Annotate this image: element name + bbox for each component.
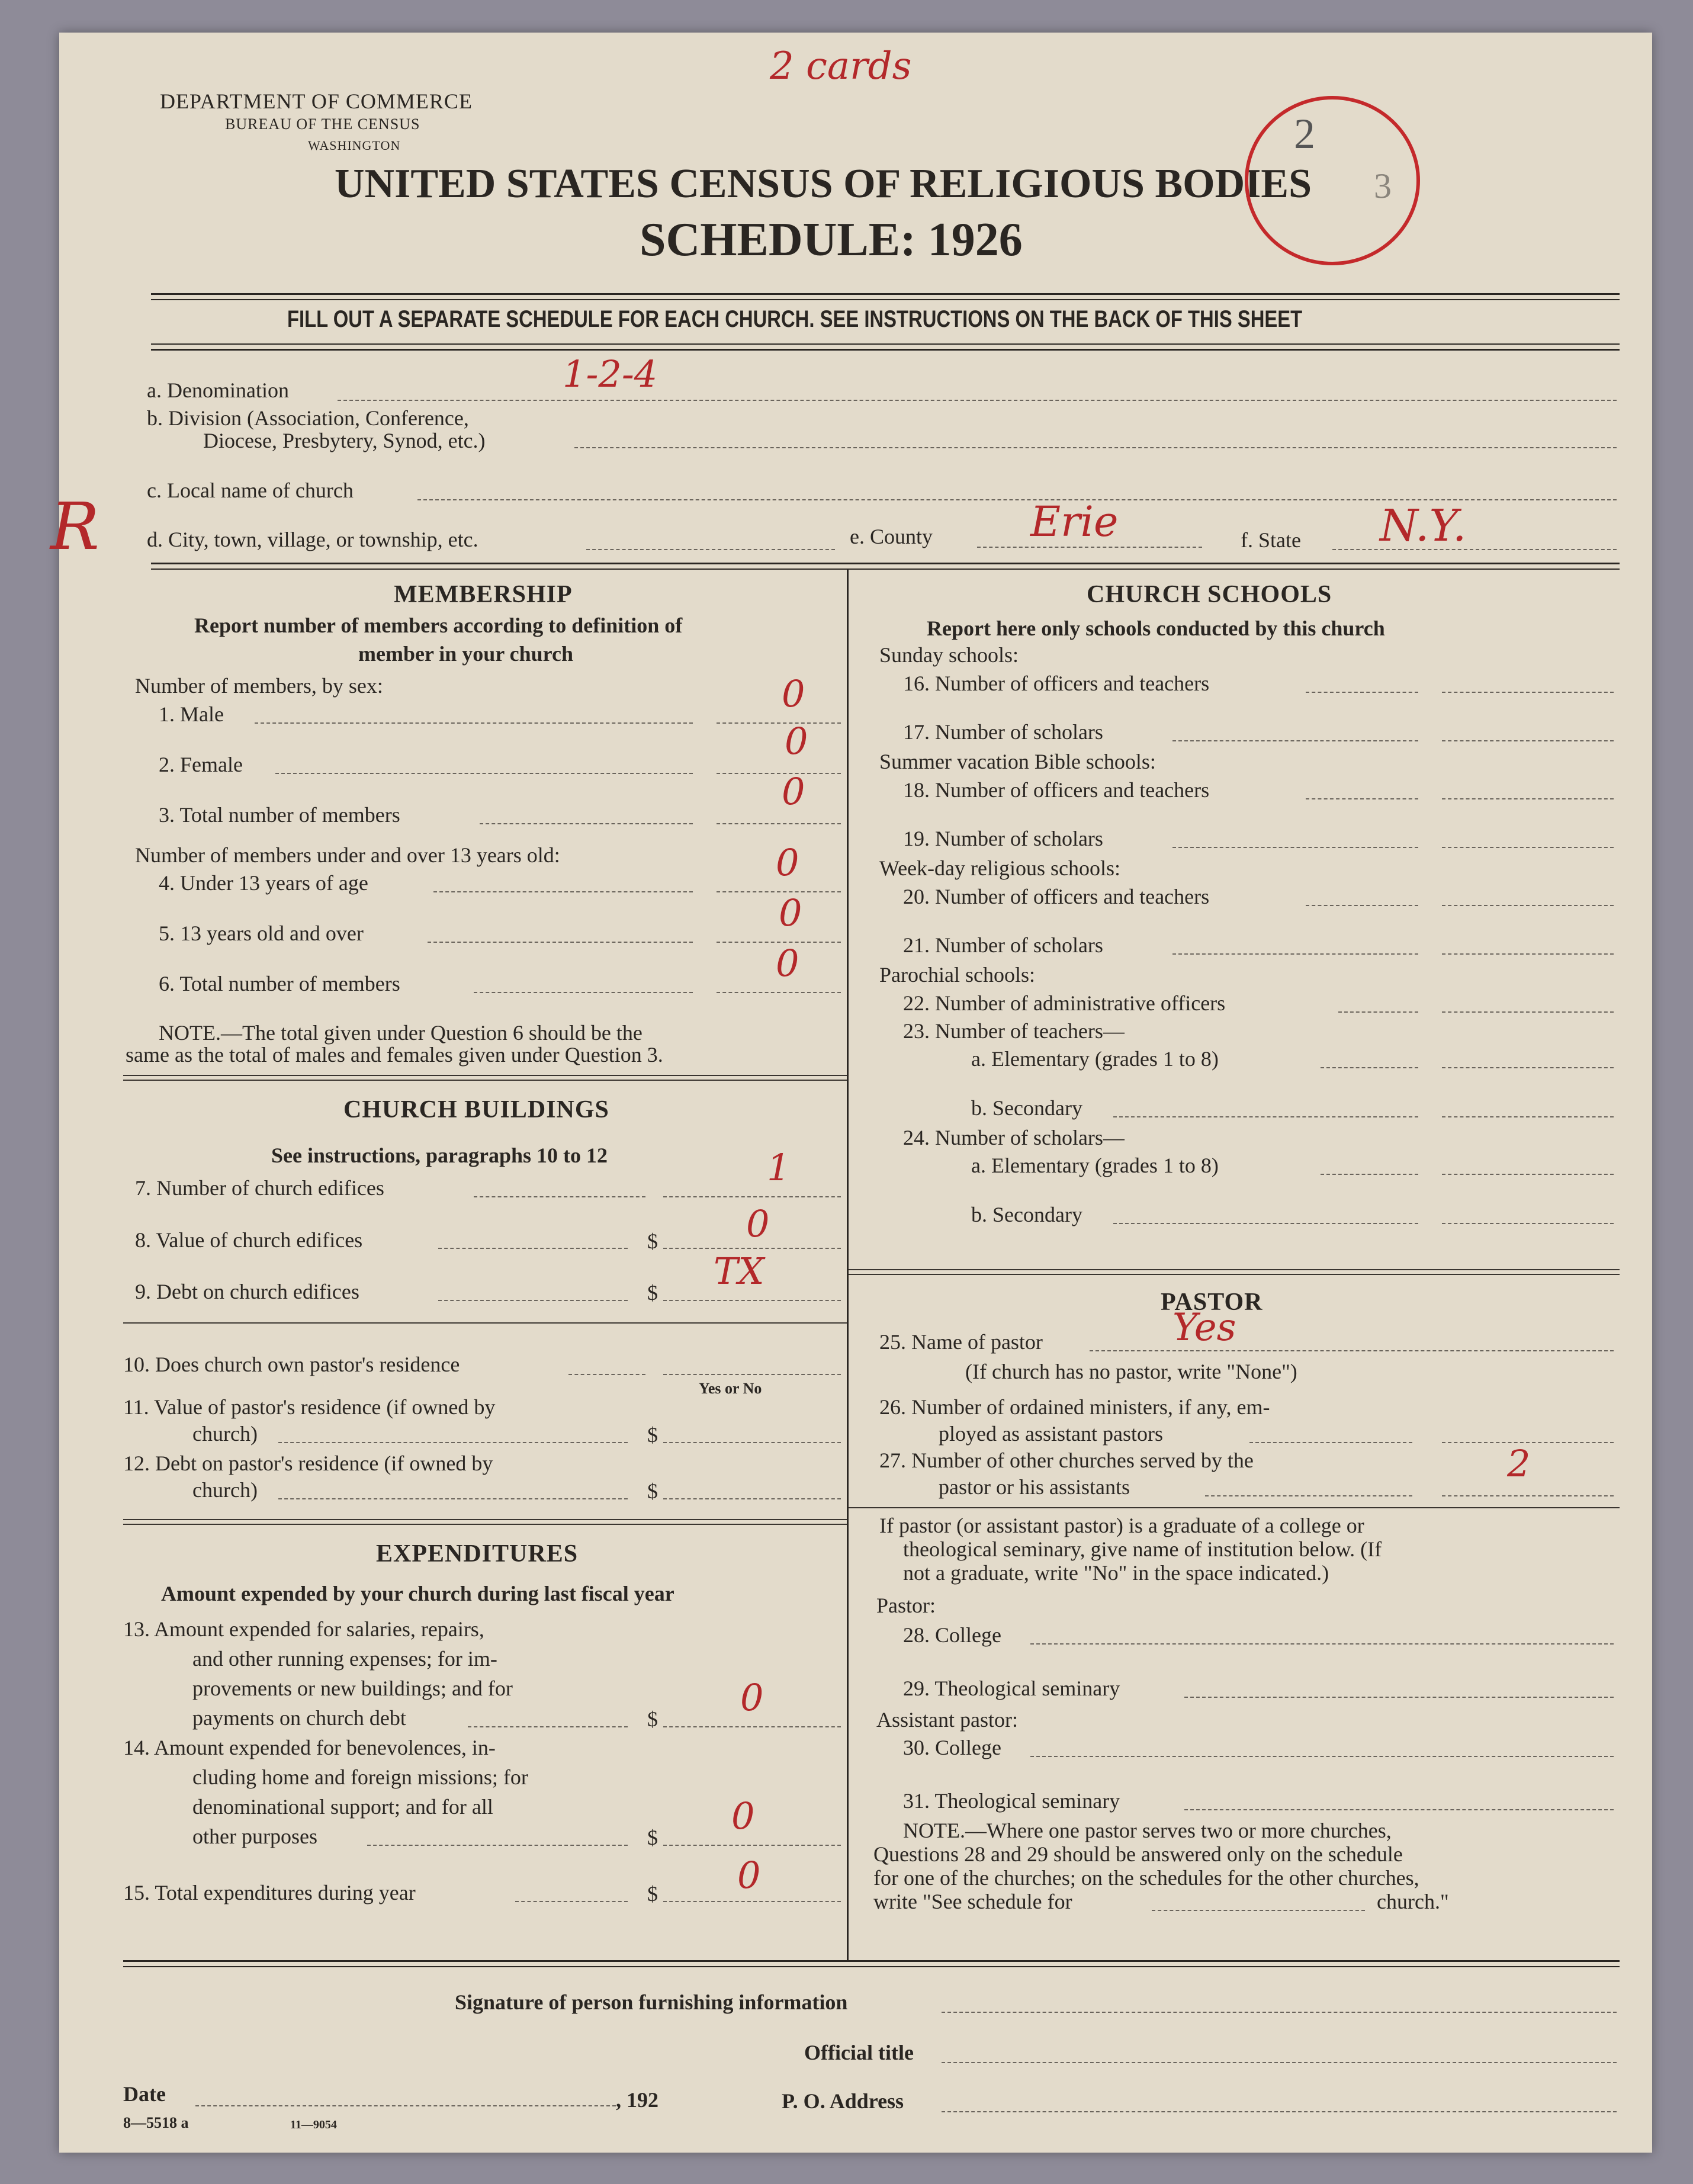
q17-field[interactable] xyxy=(1442,740,1614,741)
official-title-field[interactable] xyxy=(942,2062,1617,2063)
q2-field[interactable] xyxy=(717,773,841,774)
q10-field[interactable] xyxy=(663,1374,841,1375)
q12-label-2: church) xyxy=(192,1478,258,1502)
q7-label: 7. Number of church edifices xyxy=(135,1176,384,1200)
q23a-label: a. Elementary (grades 1 to 8) xyxy=(971,1047,1219,1071)
membership-heading: MEMBERSHIP xyxy=(394,581,573,608)
schools-heading: CHURCH SCHOOLS xyxy=(1087,581,1332,608)
q27-value: 2 xyxy=(1507,1442,1531,1485)
membership-subheading: Report number of members according to definition of xyxy=(194,614,683,637)
q30-field[interactable] xyxy=(1030,1756,1614,1757)
q14-label-4: other purposes xyxy=(192,1825,317,1848)
census-schedule-sheet xyxy=(50,33,1652,2153)
state-field[interactable] xyxy=(1332,549,1617,550)
summer-schools-label: Summer vacation Bible schools: xyxy=(879,750,1156,773)
q31-field[interactable] xyxy=(1184,1809,1614,1810)
q15-field[interactable] xyxy=(663,1901,841,1902)
q25-field[interactable] xyxy=(1090,1350,1614,1351)
q24b-field[interactable] xyxy=(1442,1223,1614,1224)
q7-value: 1 xyxy=(767,1146,791,1189)
age-heading: Number of members under and over 13 years old: xyxy=(135,843,560,867)
weekday-schools-label: Week-day religious schools: xyxy=(879,856,1121,880)
q27-field[interactable] xyxy=(1442,1495,1614,1496)
signature-field[interactable] xyxy=(942,2012,1617,2013)
date-year: , 192 xyxy=(616,2088,658,2112)
official-title-label: Official title xyxy=(804,2041,914,2064)
q26-label-2: ployed as assistant pastors xyxy=(939,1422,1163,1446)
q13-label-3: provements or new buildings; and for xyxy=(192,1676,513,1700)
form-title: UNITED STATES CENSUS OF RELIGIOUS BODIES xyxy=(335,161,1312,207)
graduate-instruction: If pastor (or assistant pastor) is a graduate of a college or xyxy=(879,1514,1364,1537)
pastor-note-4: write "See schedule for xyxy=(873,1890,1072,1913)
sunday-schools-label: Sunday schools: xyxy=(879,643,1019,667)
q9-label: 9. Debt on church edifices xyxy=(135,1280,359,1303)
q19-field[interactable] xyxy=(1442,847,1614,848)
pastor-note-5: church." xyxy=(1377,1890,1449,1913)
q11-label: 11. Value of pastor's residence (if owned by xyxy=(123,1395,496,1419)
q3-label: 3. Total number of members xyxy=(159,803,400,827)
q15-label: 15. Total expenditures during year xyxy=(123,1881,416,1904)
membership-note: NOTE.—The total given under Question 6 should be the xyxy=(159,1021,642,1045)
buildings-subheading: See instructions, paragraphs 10 to 12 xyxy=(271,1144,608,1167)
city-field[interactable] xyxy=(586,549,835,550)
q9-field[interactable] xyxy=(663,1300,841,1301)
q12-dollar: $ xyxy=(647,1479,658,1503)
pastor-note: NOTE.—Where one pastor serves two or more churches, xyxy=(903,1819,1392,1842)
membership-note-2: same as the total of males and females given under Question 3. xyxy=(126,1043,663,1067)
q11-dollar: $ xyxy=(647,1423,658,1447)
q13-field[interactable] xyxy=(663,1726,841,1727)
q14-field[interactable] xyxy=(663,1845,841,1846)
q18-field[interactable] xyxy=(1442,798,1614,799)
q13-label-2: and other running expenses; for im- xyxy=(192,1647,497,1671)
q6-label: 6. Total number of members xyxy=(159,972,400,995)
q18-label: 18. Number of officers and teachers xyxy=(903,778,1210,802)
date-field[interactable] xyxy=(195,2105,616,2106)
q14-value: 0 xyxy=(731,1794,755,1838)
q2-value: 0 xyxy=(785,720,808,763)
q9-dollar: $ xyxy=(647,1281,658,1305)
city-label: d. City, town, village, or township, etc. xyxy=(147,528,478,551)
q31-label: 31. Theological seminary xyxy=(903,1789,1120,1813)
q25-value: Yes xyxy=(1172,1306,1236,1350)
state-label: f. State xyxy=(1241,528,1301,552)
q11-label-2: church) xyxy=(192,1422,258,1446)
q8-dollar: $ xyxy=(647,1229,658,1253)
county-label: e. County xyxy=(850,525,933,548)
margin-letter: R xyxy=(50,489,99,564)
q17-label: 17. Number of scholars xyxy=(903,720,1103,744)
q23b-label: b. Secondary xyxy=(971,1096,1082,1120)
schools-subheading: Report here only schools conducted by this church xyxy=(927,616,1385,640)
parochial-schools-label: Parochial schools: xyxy=(879,963,1035,987)
q29-label: 29. Theological seminary xyxy=(903,1676,1120,1700)
q13-value: 0 xyxy=(740,1676,764,1719)
q25-note: (If church has no pastor, write "None") xyxy=(965,1360,1297,1383)
q11-field[interactable] xyxy=(663,1442,841,1443)
denomination-field[interactable] xyxy=(338,400,1617,401)
q7-field[interactable] xyxy=(663,1196,841,1197)
division-label: b. Division (Association, Conference, xyxy=(147,406,469,430)
expenditures-subheading: Amount expended by your church during last fiscal year xyxy=(161,1582,674,1605)
q14-label-2: cluding home and foreign missions; for xyxy=(192,1765,528,1789)
county-value: Erie xyxy=(1030,497,1119,546)
pastor-heading: PASTOR xyxy=(1161,1289,1263,1316)
schedule-year: SCHEDULE: 1926 xyxy=(640,214,1023,266)
q1-value: 0 xyxy=(782,672,805,715)
q26-label: 26. Number of ordained ministers, if any, em- xyxy=(879,1395,1270,1419)
form-number: 8—5518 a xyxy=(123,2114,189,2131)
q5-label: 5. 13 years old and over xyxy=(159,921,364,945)
q30-label: 30. College xyxy=(903,1736,1001,1759)
q20-field[interactable] xyxy=(1442,905,1614,906)
q12-label: 12. Debt on pastor's residence (if owned by xyxy=(123,1451,493,1475)
see-schedule-field[interactable] xyxy=(1152,1910,1365,1911)
printed-digit: 3 xyxy=(1374,166,1392,205)
graduate-instruction-3: not a graduate, write "No" in the space indicated.) xyxy=(903,1561,1329,1585)
city-name: WASHINGTON xyxy=(308,138,401,153)
denomination-label: a. Denomination xyxy=(147,378,289,402)
q13-label-4: payments on church debt xyxy=(192,1706,406,1730)
q29-field[interactable] xyxy=(1184,1697,1614,1698)
expenditures-heading: EXPENDITURES xyxy=(376,1540,579,1568)
q28-label: 28. College xyxy=(903,1623,1001,1647)
q4-value: 0 xyxy=(776,841,799,884)
q16-field[interactable] xyxy=(1442,692,1614,693)
q22-label: 22. Number of administrative officers xyxy=(903,991,1226,1015)
q28-field[interactable] xyxy=(1030,1643,1614,1645)
q23b-field[interactable] xyxy=(1442,1116,1614,1117)
q14-label: 14. Amount expended for benevolences, in- xyxy=(123,1736,496,1759)
buildings-heading: CHURCH BUILDINGS xyxy=(343,1096,609,1123)
q6-value: 0 xyxy=(776,942,799,985)
membership-subheading-2: member in your church xyxy=(358,642,574,666)
q3-field[interactable] xyxy=(717,823,841,824)
date-label: Date xyxy=(123,2082,166,2106)
q21-field[interactable] xyxy=(1442,953,1614,955)
q24a-field[interactable] xyxy=(1442,1174,1614,1175)
pastor-note-2: Questions 28 and 29 should be answered only on the schedule xyxy=(873,1842,1403,1866)
members-by-sex-label: Number of members, by sex: xyxy=(135,674,383,698)
q23a-field[interactable] xyxy=(1442,1067,1614,1068)
q1-label: 1. Male xyxy=(159,702,224,726)
cards-annotation: 2 cards xyxy=(770,44,912,88)
q27-label-2: pastor or his assistants xyxy=(939,1475,1130,1499)
bureau-name: BUREAU OF THE CENSUS xyxy=(225,115,420,133)
q19-label: 19. Number of scholars xyxy=(903,827,1103,850)
pastor-subsection-label: Pastor: xyxy=(876,1594,936,1617)
denomination-value: 1-2-4 xyxy=(563,352,658,396)
q8-field[interactable] xyxy=(663,1248,841,1249)
q14-label-3: denominational support; and for all xyxy=(192,1795,493,1819)
q8-value: 0 xyxy=(746,1202,770,1245)
q10-label: 10. Does church own pastor's residence xyxy=(123,1353,460,1376)
separate-schedule-instruction: FILL OUT A SEPARATE SCHEDULE FOR EACH CHURCH. SEE INSTRUCTIONS ON THE BACK OF THIS SHEET xyxy=(287,306,1303,332)
q8-label: 8. Value of church edifices xyxy=(135,1228,363,1252)
q16-label: 16. Number of officers and teachers xyxy=(903,672,1210,695)
q3-value: 0 xyxy=(782,770,805,813)
pastor-note-3: for one of the churches; on the schedules for the other churches, xyxy=(873,1866,1419,1890)
q13-dollar: $ xyxy=(647,1707,658,1731)
po-address-field[interactable] xyxy=(942,2111,1617,2112)
q24b-label: b. Secondary xyxy=(971,1203,1082,1226)
q4-label: 4. Under 13 years of age xyxy=(159,871,368,895)
q23-label: 23. Number of teachers— xyxy=(903,1019,1125,1043)
circle-annotation xyxy=(1238,92,1427,275)
q21-label: 21. Number of scholars xyxy=(903,933,1103,957)
division-label-2: Diocese, Presbytery, Synod, etc.) xyxy=(203,429,486,452)
q15-value: 0 xyxy=(737,1854,761,1897)
q24a-label: a. Elementary (grades 1 to 8) xyxy=(971,1154,1219,1177)
q20-label: 20. Number of officers and teachers xyxy=(903,885,1210,908)
print-number: 11—9054 xyxy=(290,2118,337,2131)
division-field[interactable] xyxy=(574,447,1617,448)
q25-label: 25. Name of pastor xyxy=(879,1330,1043,1354)
local-name-label: c. Local name of church xyxy=(147,478,354,502)
q24-label: 24. Number of scholars— xyxy=(903,1126,1125,1149)
q13-label: 13. Amount expended for salaries, repairs, xyxy=(123,1617,484,1641)
q27-label: 27. Number of other churches served by the xyxy=(879,1448,1254,1472)
q1-field[interactable] xyxy=(717,722,841,724)
po-address-label: P. O. Address xyxy=(782,2089,904,2113)
assistant-pastor-label: Assistant pastor: xyxy=(876,1708,1018,1732)
q14-dollar: $ xyxy=(647,1826,658,1849)
q5-value: 0 xyxy=(779,891,802,934)
circled-number: 2 xyxy=(1294,110,1315,158)
signature-label: Signature of person furnishing information xyxy=(455,1990,848,2014)
q9-value: TX xyxy=(714,1250,764,1293)
q22-field[interactable] xyxy=(1442,1011,1614,1013)
q15-dollar: $ xyxy=(647,1882,658,1906)
q2-label: 2. Female xyxy=(159,753,243,776)
county-field[interactable] xyxy=(977,547,1202,548)
department-name: DEPARTMENT OF COMMERCE xyxy=(160,89,473,113)
graduate-instruction-2: theological seminary, give name of institution below. (If xyxy=(903,1537,1382,1561)
q6-field[interactable] xyxy=(717,992,841,993)
state-value: N.Y. xyxy=(1380,500,1467,551)
yes-no-hint: Yes or No xyxy=(699,1380,762,1397)
q12-field[interactable] xyxy=(663,1498,841,1499)
